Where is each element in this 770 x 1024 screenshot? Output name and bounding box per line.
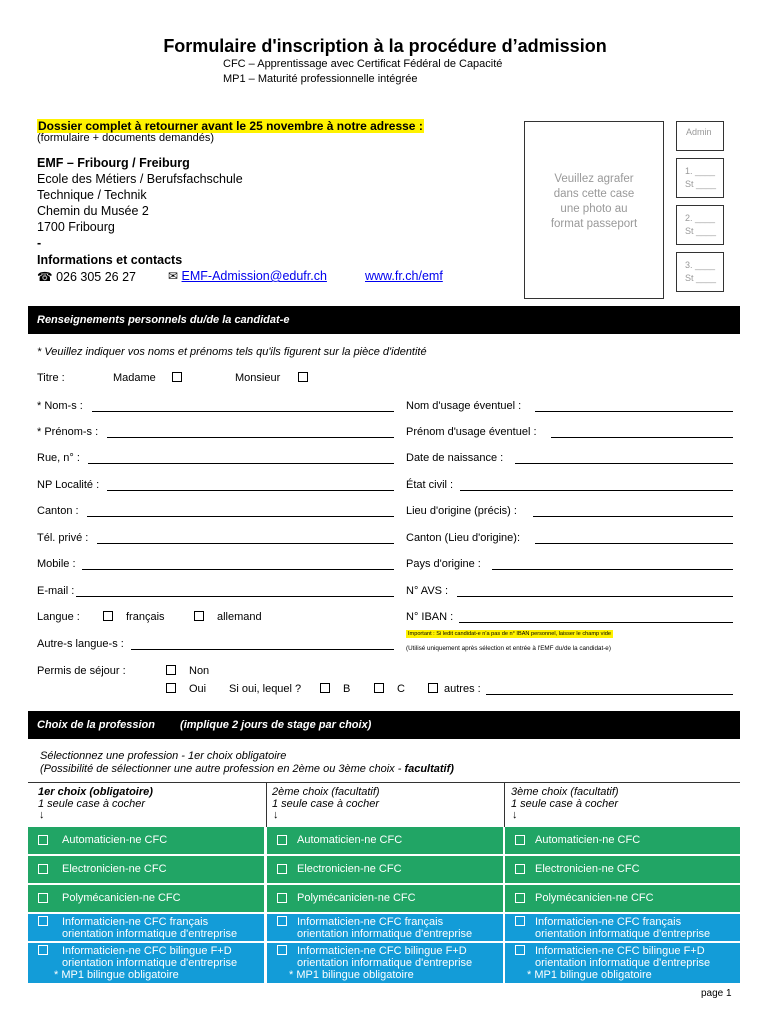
permit-no-label: Non xyxy=(189,665,210,677)
field-label: Mobile : xyxy=(37,558,76,570)
mail-icon: ✉ xyxy=(168,269,179,283)
nom-field[interactable] xyxy=(92,411,394,412)
documents-note: (formulaire + documents demandés) xyxy=(37,132,214,144)
usage-firstname-field[interactable] xyxy=(551,437,733,438)
avs-field[interactable] xyxy=(457,596,733,597)
subtitle-cfc: CFC – Apprentissage avec Certificat Fédéral de Capacité xyxy=(223,58,503,70)
madame-label: Madame xyxy=(113,372,156,384)
field-label: E-mail : xyxy=(37,585,75,597)
field-label: * Nom-s : xyxy=(37,400,83,412)
usage-name-field[interactable] xyxy=(535,411,733,412)
permit-b-label: B xyxy=(343,683,351,695)
field-label: Rue, n° : xyxy=(37,452,80,464)
admin-slot-2: 2. ____ St ____ xyxy=(676,205,724,245)
field-label: * Prénom-s : xyxy=(37,426,99,438)
section-personal-header: Renseignements personnels du/de la candidat-e xyxy=(28,306,740,334)
permit-other-field[interactable] xyxy=(486,694,733,695)
madame-checkbox[interactable] xyxy=(172,372,182,382)
choice1-header: 1er choix (obligatoire) xyxy=(38,786,153,798)
choice2-sub: 1 seule case à cocher xyxy=(272,798,380,810)
field-label: Prénom d'usage éventuel : xyxy=(406,426,537,438)
choice3-informaticien-bilingue[interactable]: Informaticien-ne CFC bilingue F+D orientation informatique d'entreprise * MP1 bilingue obligatoire xyxy=(505,943,740,983)
choice3-header: 3ème choix (facultatif) xyxy=(511,786,619,798)
address-line: Technique / Technik xyxy=(37,188,147,202)
other-languages-field[interactable] xyxy=(131,649,394,650)
civil-status-field[interactable] xyxy=(460,490,733,491)
iban-usage-note: (Utilisé uniquement après sélection et entrée à l'EMF du/de la candidat-e) xyxy=(406,645,611,652)
field-label: Nom d'usage éventuel : xyxy=(406,400,522,412)
address-line: 1700 Fribourg xyxy=(37,220,115,234)
prenom-field[interactable] xyxy=(107,437,394,438)
profession-intro-optional: (Possibilité de sélectionner une autre profession en 2ème ou 3ème choix - facultatif) xyxy=(40,763,454,775)
photo-instructions: Veuillez agrafer dans cette case une photo au format passeport xyxy=(550,173,638,230)
permit-other-label: autres : xyxy=(444,683,481,695)
permit-yes-checkbox[interactable] xyxy=(166,683,176,693)
admin-slot-1: 1. ____ St ____ xyxy=(676,158,724,198)
origin-canton-field[interactable] xyxy=(535,543,733,544)
field-label: Tél. privé : xyxy=(37,532,89,544)
contact-title: Informations et contacts xyxy=(37,253,183,267)
choice2-informaticien-fr[interactable]: Informaticien-ne CFC français orientation informatique d'entreprise xyxy=(267,914,503,941)
field-label: NP Localité : xyxy=(37,479,100,491)
birthdate-field[interactable] xyxy=(515,463,733,464)
admin-slot-3: 3. ____ St ____ xyxy=(676,252,724,292)
field-label: Lieu d'origine (précis) : xyxy=(406,505,517,517)
choice3-automaticien[interactable]: Automaticien-ne CFC xyxy=(505,827,740,854)
email-link[interactable]: EMF-Admission@edufr.ch xyxy=(181,269,327,283)
admin-box: Admin xyxy=(676,121,724,151)
arrow-down-icon: ↓ xyxy=(273,809,279,821)
choice2-automaticien[interactable]: Automaticien-ne CFC xyxy=(267,827,503,854)
field-label: Pays d'origine : xyxy=(406,558,481,570)
permit-c-label: C xyxy=(397,683,405,695)
locality-field[interactable] xyxy=(107,490,394,491)
title-label: Titre : xyxy=(37,372,65,384)
permit-yes-label: Oui xyxy=(189,683,207,695)
field-label: État civil : xyxy=(406,479,454,491)
website-link[interactable]: www.fr.ch/emf xyxy=(365,269,443,283)
address-line: Ecole des Métiers / Berufsfachschule xyxy=(37,172,243,186)
field-label: N° AVS : xyxy=(406,585,449,597)
phone-field[interactable] xyxy=(97,543,394,544)
german-checkbox[interactable] xyxy=(194,611,204,621)
arrow-down-icon: ↓ xyxy=(512,809,518,821)
separator-dash: - xyxy=(37,236,42,250)
identity-note: * Veuillez indiquer vos noms et prénoms tels qu'ils figurent sur la pièce d'identité xyxy=(37,346,427,358)
permit-other-checkbox[interactable] xyxy=(428,683,438,693)
field-label: Date de naissance : xyxy=(406,452,504,464)
other-languages-label: Autre-s langue-s : xyxy=(37,638,124,650)
french-label: français xyxy=(126,611,165,623)
iban-field[interactable] xyxy=(459,622,733,623)
origin-place-field[interactable] xyxy=(533,516,733,517)
choice1-electronicien[interactable]: Electronicien-ne CFC xyxy=(28,856,264,883)
page-number: page 1 xyxy=(701,988,732,999)
canton-field[interactable] xyxy=(87,516,394,517)
street-field[interactable] xyxy=(88,463,394,464)
choice3-electronicien[interactable]: Electronicien-ne CFC xyxy=(505,856,740,883)
field-label: N° IBAN : xyxy=(406,611,454,623)
choice1-informaticien-fr[interactable]: Informaticien-ne CFC français orientation informatique d'entreprise xyxy=(28,914,264,941)
choice3-sub: 1 seule case à cocher xyxy=(511,798,619,810)
language-label: Langue : xyxy=(37,611,80,623)
choice1-informaticien-bilingue[interactable]: Informaticien-ne CFC bilingue F+D orientation informatique d'entreprise * MP1 bilingue obligatoire xyxy=(28,943,264,983)
permit-which-label: Si oui, lequel ? xyxy=(229,683,302,695)
field-label: Canton (Lieu d'origine): xyxy=(406,532,521,544)
french-checkbox[interactable] xyxy=(103,611,113,621)
choice2-electronicien[interactable]: Electronicien-ne CFC xyxy=(267,856,503,883)
permit-no-checkbox[interactable] xyxy=(166,665,176,675)
monsieur-label: Monsieur xyxy=(235,372,281,384)
choice2-informaticien-bilingue[interactable]: Informaticien-ne CFC bilingue F+D orientation informatique d'entreprise * MP1 bilingue obligatoire xyxy=(267,943,503,983)
permit-b-checkbox[interactable] xyxy=(320,683,330,693)
choice2-header: 2ème choix (facultatif) xyxy=(272,786,380,798)
arrow-down-icon: ↓ xyxy=(39,809,45,821)
choice1-sub: 1 seule case à cocher xyxy=(38,798,146,810)
deadline-notice: Dossier complet à retourner avant le 25 novembre à notre adresse : xyxy=(38,119,423,133)
form-title: Formulaire d'inscription à la procédure d’admission xyxy=(163,36,607,56)
section-profession-header: Choix de la profession (implique 2 jours de stage par choix) xyxy=(28,711,740,739)
address-line: Chemin du Musée 2 xyxy=(37,204,149,218)
school-name: EMF – Fribourg / Freiburg xyxy=(37,156,190,170)
mobile-field[interactable] xyxy=(82,569,394,570)
subtitle-mp1: MP1 – Maturité professionnelle intégrée xyxy=(223,73,418,85)
german-label: allemand xyxy=(217,611,262,623)
email-field[interactable] xyxy=(76,596,394,597)
monsieur-checkbox[interactable] xyxy=(298,372,308,382)
choice3-polymecanicien[interactable]: Polymécanicien-ne CFC xyxy=(505,885,740,912)
phone-number: 026 305 26 27 xyxy=(56,270,137,284)
choice2-polymecanicien[interactable]: Polymécanicien-ne CFC xyxy=(267,885,503,912)
choice1-polymecanicien[interactable]: Polymécanicien-ne CFC xyxy=(28,885,264,912)
choice1-automaticien[interactable]: Automaticien-ne CFC xyxy=(28,827,264,854)
field-label: Canton : xyxy=(37,505,79,517)
profession-intro: Sélectionnez une profession - 1er choix obligatoire xyxy=(40,750,287,762)
origin-country-field[interactable] xyxy=(492,569,733,570)
permit-label: Permis de séjour : xyxy=(37,665,126,677)
iban-important-note: Important : Si ledit candidat-e n'a pas de n° IBAN personnel, laisser le champ vide xyxy=(408,631,611,637)
choice3-informaticien-fr[interactable]: Informaticien-ne CFC français orientation informatique d'entreprise xyxy=(505,914,740,941)
phone-icon: ☎ xyxy=(37,270,53,284)
permit-c-checkbox[interactable] xyxy=(374,683,384,693)
